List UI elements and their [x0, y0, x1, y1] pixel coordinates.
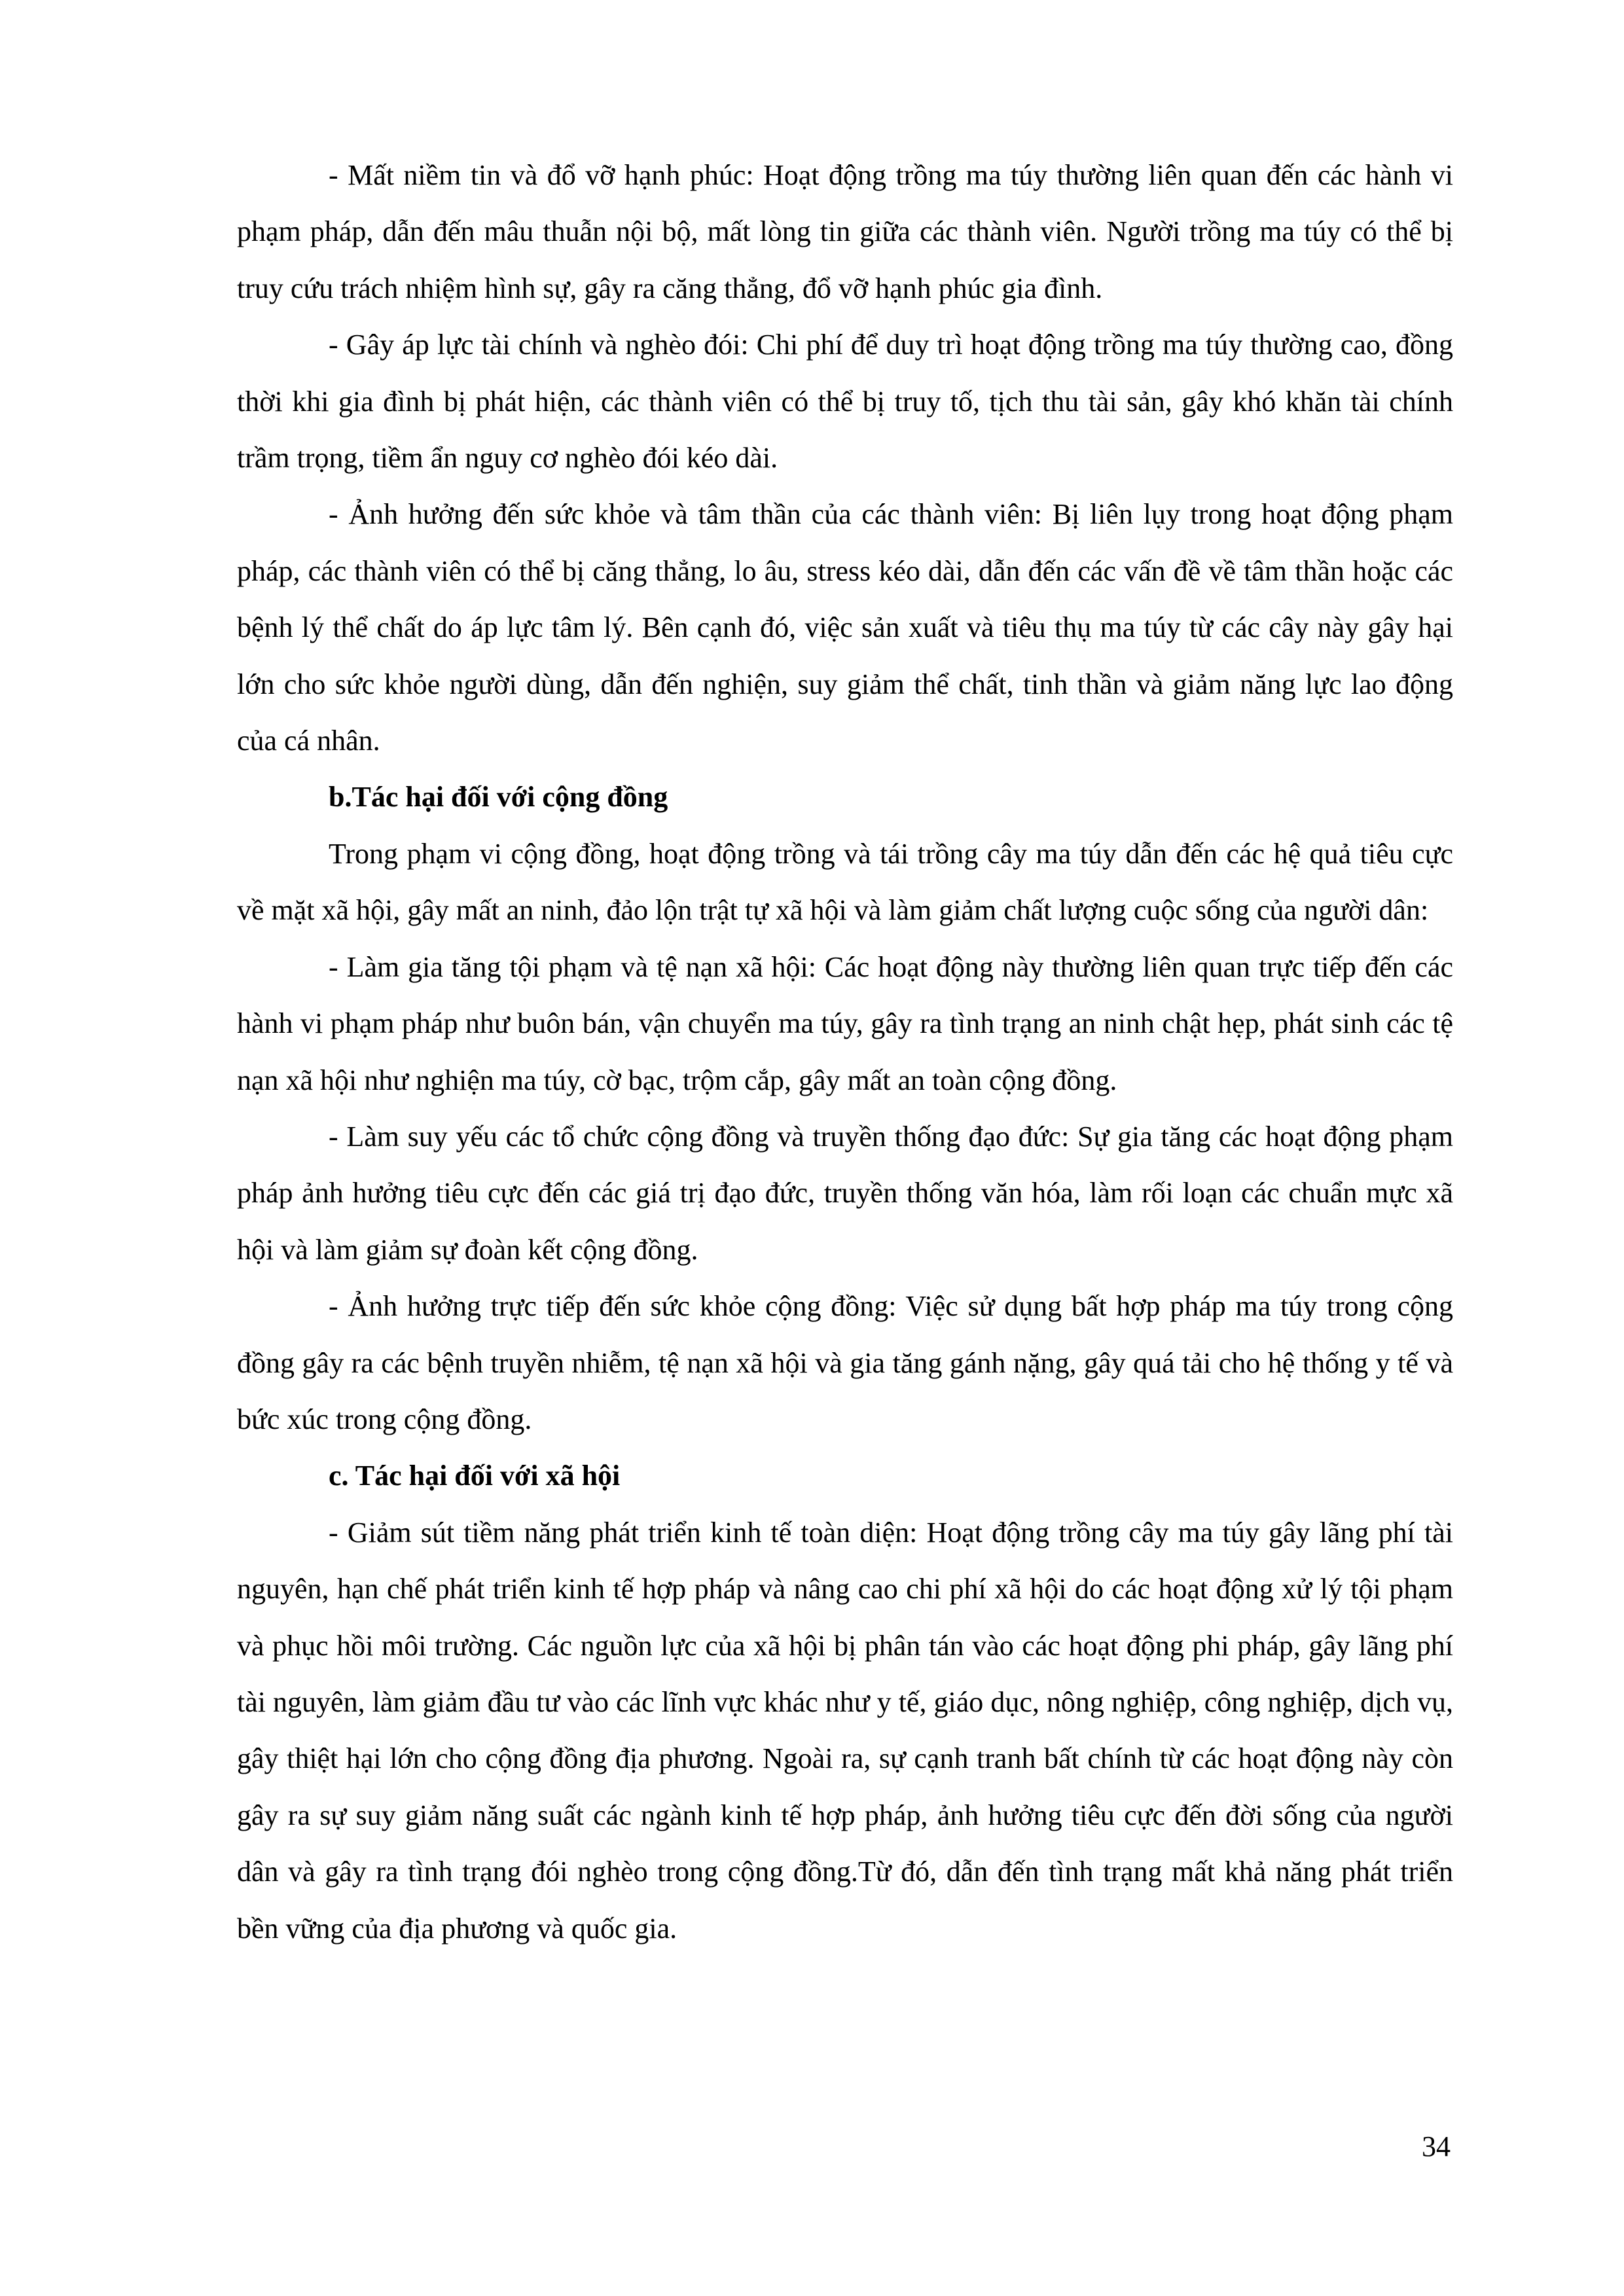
paragraph-financial-pressure: - Gây áp lực tài chính và nghèo đói: Chi phí để duy trì hoạt động trồng ma túy thường cao, đồng thời khi gia đình bị phát hiện, các thành viên có thể bị truy tố, tịch thu tài sản, gây khó khăn tài chính trầm trọng, tiềm ẩn nguy cơ nghèo đói kéo dài.: [237, 329, 1453, 475]
paragraph-community-health: - Ảnh hưởng trực tiếp đến sức khỏe cộng đồng: Việc sử dụng bất hợp pháp ma túy trong cộng đồng gây ra các bệnh truyền nhiễm, tệ nạn xã hội và gia tăng gánh nặng, gây quá tải cho hệ thống y tế và bức xúc trong cộng đồng.: [237, 1290, 1453, 1435]
paragraph-health-impact: - Ảnh hưởng đến sức khỏe và tâm thần của các thành viên: Bị liên lụy trong hoạt động phạm pháp, các thành viên có thể bị căng thẳng, lo âu, stress kéo dài, dẫn đến các vấn đề về tâm thần hoặc các bệnh lý thể chất do áp lực tâm lý. Bên cạnh đó, việc sản xuất và tiêu thụ ma túy từ các cây này gây hại lớn cho sức khỏe người dùng, dẫn đến nghiện, suy giảm thể chất, tinh thần và giảm năng lực lao động của cá nhân.: [237, 498, 1453, 757]
paragraph-economic-decline: - Giảm sút tiềm năng phát triển kinh tế toàn diện: Hoạt động trồng cây ma túy gây lãng phí tài nguyên, hạn chế phát triển kinh tế hợp pháp và nâng cao chi phí xã hội do các hoạt động xử lý tội phạm và phục hồi môi trường. Các nguồn lực của xã hội bị phân tán vào các hoạt động phi pháp, gây lãng phí tài nguyên, làm giảm đầu tư vào các lĩnh vực khác như y tế, giáo dục, nông nghiệp, công nghiệp, dịch vụ, gây thiệt hại lớn cho cộng đồng địa phương. Ngoài ra, sự cạnh tranh bất chính từ các hoạt động này còn gây ra sự suy giảm năng suất các ngành kinh tế hợp pháp, ảnh hưởng tiêu cực đến đời sống của người dân và gây ra tình trạng đói nghèo trong cộng đồng.Từ đó, dẫn đến tình trạng mất khả năng phát triển bền vững của địa phương và quốc gia.: [237, 1516, 1453, 1945]
section-heading-society: c. Tác hại đối với xã hội: [329, 1460, 621, 1492]
paragraph-weaken-organizations: - Làm suy yếu các tổ chức cộng đồng và truyền thống đạo đức: Sự gia tăng các hoạt động phạm pháp ảnh hưởng tiêu cực đến các giá trị đạo đức, truyền thống văn hóa, làm rối loạn các chuẩn mực xã hội và làm giảm sự đoàn kết cộng đồng.: [237, 1120, 1453, 1266]
paragraph-crime-increase: - Làm gia tăng tội phạm và tệ nạn xã hội: Các hoạt động này thường liên quan trực tiếp đến các hành vi phạm pháp như buôn bán, vận chuyển ma túy, gây ra tình trạng an ninh chật hẹp, phát sinh các tệ nạn xã hội như nghiện ma túy, cờ bạc, trộm cắp, gây mất an toàn cộng đồng.: [237, 950, 1453, 1096]
document-body: [237, 147, 1453, 1957]
page-number: 34: [1422, 2130, 1451, 2162]
paragraph-trust-loss: - Mất niềm tin và đổ vỡ hạnh phúc: Hoạt động trồng ma túy thường liên quan đến các hành vi phạm pháp, dẫn đến mâu thuẫn nội bộ, mất lòng tin giữa các thành viên. Người trồng ma túy có thể bị truy cứu trách nhiệm hình sự, gây ra căng thẳng, đổ vỡ hạnh phúc gia đình.: [237, 159, 1453, 304]
paragraph-community-intro: Trong phạm vi cộng đồng, hoạt động trồng và tái trồng cây ma túy dẫn đến các hệ quả tiêu cực về mặt xã hội, gây mất an ninh, đảo lộn trật tự xã hội và làm giảm chất lượng cuộc sống của người dân:: [237, 837, 1453, 927]
section-heading-community: b.Tác hại đối với cộng đồng: [329, 781, 668, 814]
